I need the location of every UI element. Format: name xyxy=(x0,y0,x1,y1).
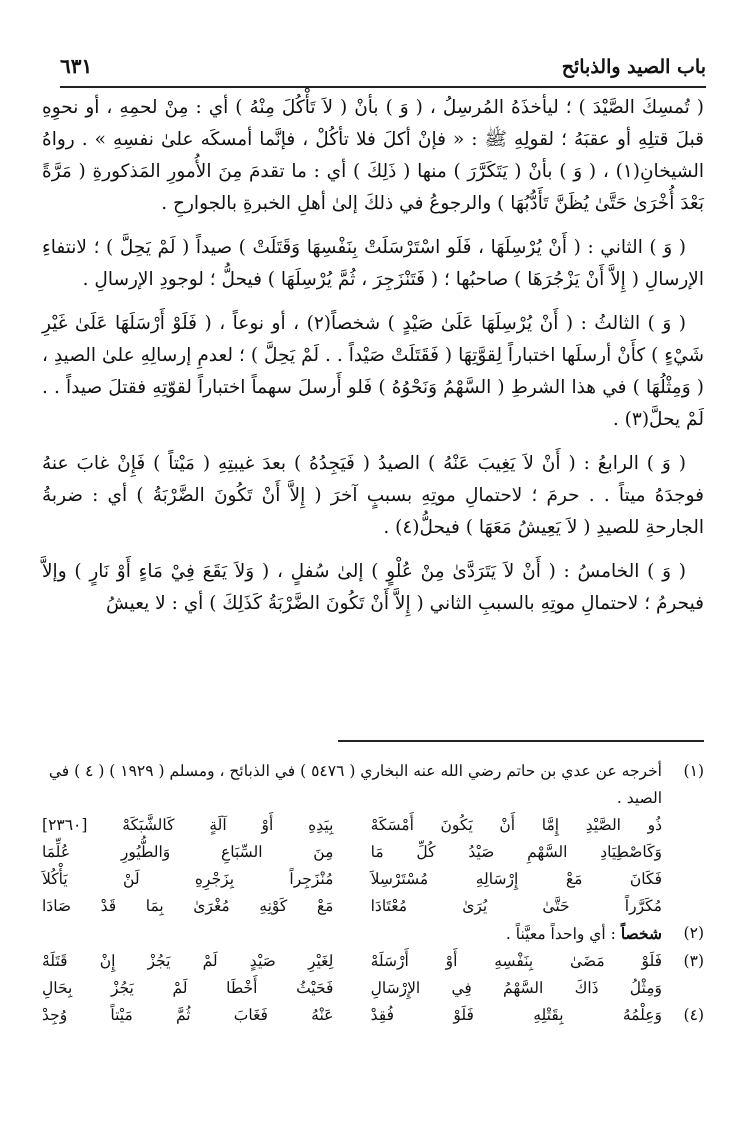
verse-line xyxy=(42,975,704,1002)
footnote-separator xyxy=(338,740,704,742)
page-header xyxy=(60,50,706,88)
verse-line xyxy=(42,948,662,975)
footnote-4 xyxy=(42,1002,704,1029)
verse-hemistich: لِغَيْرِ صَيْدٍ لَمْ يَجُزْ إِنْ قَتَلَهْ xyxy=(42,952,334,970)
footnote-term: شخصاً xyxy=(620,924,662,943)
paragraph-3: ( وَ ) الثالثُ : ( أَنْ يُرْسِلَهَا عَلَىٰ صَيْدٍ ) شخصاً(٢) ، أو نوعاً ، ( فَلَوْ أَرْسَلَهَا عَلَىٰ غَيْرِ شَيْءٍ ) كأَنْ أرسلَها اختباراً لِقوَّتِهَا ( فَقَتَلَتْ صَيْداً . . لَمْ يَحِلَّ ) ؛ لعدمِ إرسالِهِ علىٰ الصيدِ ، ( وَمِثْلُهَا ) في هذا الشرطِ ( السَّهْمُ وَنَحْوُهُ ) فَلو أَرسلَ سهماً اختباراً لقوّتِهِ فقتلَ صيداً . . لَمْ يحلَّ(٣) . xyxy=(42,313,704,430)
footnote-number: (٢) xyxy=(683,924,704,942)
footnote-text: أخرجه عن عدي بن حاتم رضي الله عنه البخاري ( ٥٤٧٦ ) في الذبائح ، ومسلم ( ١٩٢٩ ) ( ٤ ) في الصيد . xyxy=(48,762,662,807)
paragraph-4: ( وَ ) الرابعُ : ( أَنْ لاَ يَغِيبَ عَنْهُ ) الصيدُ ( فَيَجِدُهُ ) بعدَ غيبتِهِ ( مَيْتاً ) فَإِنْ غابَ عنهُ فوجدَهُ ميتاً . . حرمَ ؛ لاحتمالِ موتِهِ بسببٍ آخرَ ( إِلاَّ أَنْ تَكُونَ الضَّرْبَةُ ) أي : ضربةُ الجارحةِ للصيدِ ( لاَ يَعِيشُ مَعَهَا ) فيحلُّ(٤) . xyxy=(42,453,704,538)
footnote-definition: : أي واحداً معيَّناً . xyxy=(505,925,621,943)
verse-line xyxy=(42,893,704,920)
verse-hemistich: وَعِلْمُهُ بِقَتْلِهِ فَلَوْ فُقِدْ xyxy=(370,1006,662,1024)
verse-hemistich: فَحَيْثُ أَخْطَا لَمْ يَجُزْ بِحَالِ xyxy=(42,979,334,997)
verse-hemistich: فَكَانَ مَعْ إِرْسَالِهِ مُسْتَرْسِلاَ xyxy=(370,870,662,888)
verse-line xyxy=(42,1002,662,1029)
verse-hemistich: مُنْزَجِراً بِزَجْرِهِ لَنْ يَأْكُلاَ xyxy=(42,870,334,888)
verse-line xyxy=(42,812,704,839)
chapter-title: باب الصيد والذبائح xyxy=(561,56,706,78)
footnote-number: (٤) xyxy=(683,1006,704,1024)
verse-hemistich: مُكَرَّراً حَتَّىٰ يُرَىٰ مُعْتَادَا xyxy=(370,897,662,915)
footnote-2 xyxy=(42,920,704,948)
page-number: ٦٣١ xyxy=(60,54,93,78)
footnote-3 xyxy=(42,948,704,975)
verse-hemistich: فَلَوْ مَضَىٰ بِنَفْسِهِ أَوْ أَرْسَلَهْ xyxy=(370,952,662,970)
verse-hemistich: مِنَ السِّبَاعِ وَالطُّيُورِ عُلِّمَا xyxy=(42,843,334,861)
footnote-number: (١) xyxy=(683,762,704,780)
verse-hemistich: بِيَدِهِ أَوْ آلَةٍ كَالشَّبَكَهْ [٢٣٦٠] xyxy=(42,816,334,834)
verse-hemistich: وَمِثْلُ ذَاكَ السَّهْمُ فِي الإِرْسَالِ xyxy=(370,979,662,997)
main-text xyxy=(42,92,704,632)
verse-line xyxy=(42,839,704,866)
paragraph-1: ( تُمسِكَ الصَّيْدَ ) ؛ ليأخذَهُ المُرسِلُ ، ( وَ ) بأنْ ( لاَ تَأْكُلَ مِنْهُ ) أي : مِنْ لحمِهِ ، أو نحوِهِ قبلَ قتلِهِ أو عقبَهُ ؛ لقولِهِ ﷺ : « فإنْ أكلَ فلا تأكُلْ ، فإنَّما أمسكَه علىٰ نفسِهِ » . رواهُ الشيخانِ(١) ، ( وَ ) بأنْ ( يَتَكَرَّرَ ) منها ( ذَلِكَ ) أي : ما تقدمَ مِنَ الأُمورِ المَذكورةِ ( مَرَّةً بَعْدَ أُخْرَىٰ حَتَّىٰ يُظَنَّ تَأَدُّبُهَا ) والرجوعُ في ذلكَ إلىٰ أهلِ الخبرةِ بالجوارحِ . xyxy=(42,97,704,214)
verse-hemistich: وَكَاصْطِيَادِ السَّهْمِ صَيْدُ كُلِّ مَا xyxy=(370,843,662,861)
verse-hemistich: مَعْ كَوْنِهِ مُغْرَىٰ بِمَا قَدْ صَادَا xyxy=(42,897,334,915)
paragraph-2: ( وَ ) الثاني : ( أَنْ يُرْسِلَهَا ، فَلَو اسْتَرْسَلَتْ بِنَفْسِهَا وَقَتَلَتْ ) صيداً ( لَمْ يَحِلَّ ) ؛ لانتفاءِ الإرسالِ ( إِلاَّ أَنْ يَزْجُرَهَا ) صاحبُها ؛ ( فَتَنْزَجِرَ ، ثُمَّ يُرْسِلَهَا ) فيحلُّ ؛ لوجودِ الإرسالِ . xyxy=(42,237,704,290)
verse-hemistich: ذُو الصَّيْدِ إِمَّا أَنْ يَكُونَ أَمْسَكَهْ xyxy=(370,816,662,834)
verse-line xyxy=(42,866,704,893)
footnote-text xyxy=(42,920,662,948)
verse-hemistich: عَنْهُ فَغَابَ ثُمَّ مَيْتاً وُجِدْ xyxy=(42,1006,334,1024)
paragraph-5: ( وَ ) الخامسُ : ( أَنْ لاَ يَتَرَدَّىٰ مِنْ عُلْوٍ ) إلىٰ سُفلٍ ، ( وَلاَ يَقَعَ فِيْ مَاءٍ أَوْ نَارٍ ) وإلاَّ فيحرمُ ؛ لاحتمالِ موتِهِ بالسببِ الثاني ( إِلاَّ أَنْ تَكُونَ الضَّرْبَةُ كَذَلِكَ ) أي : لا يعيشُ xyxy=(42,561,704,614)
footnotes xyxy=(42,758,704,1029)
footnote-number: (٣) xyxy=(683,952,704,970)
footnote-1 xyxy=(42,758,704,812)
